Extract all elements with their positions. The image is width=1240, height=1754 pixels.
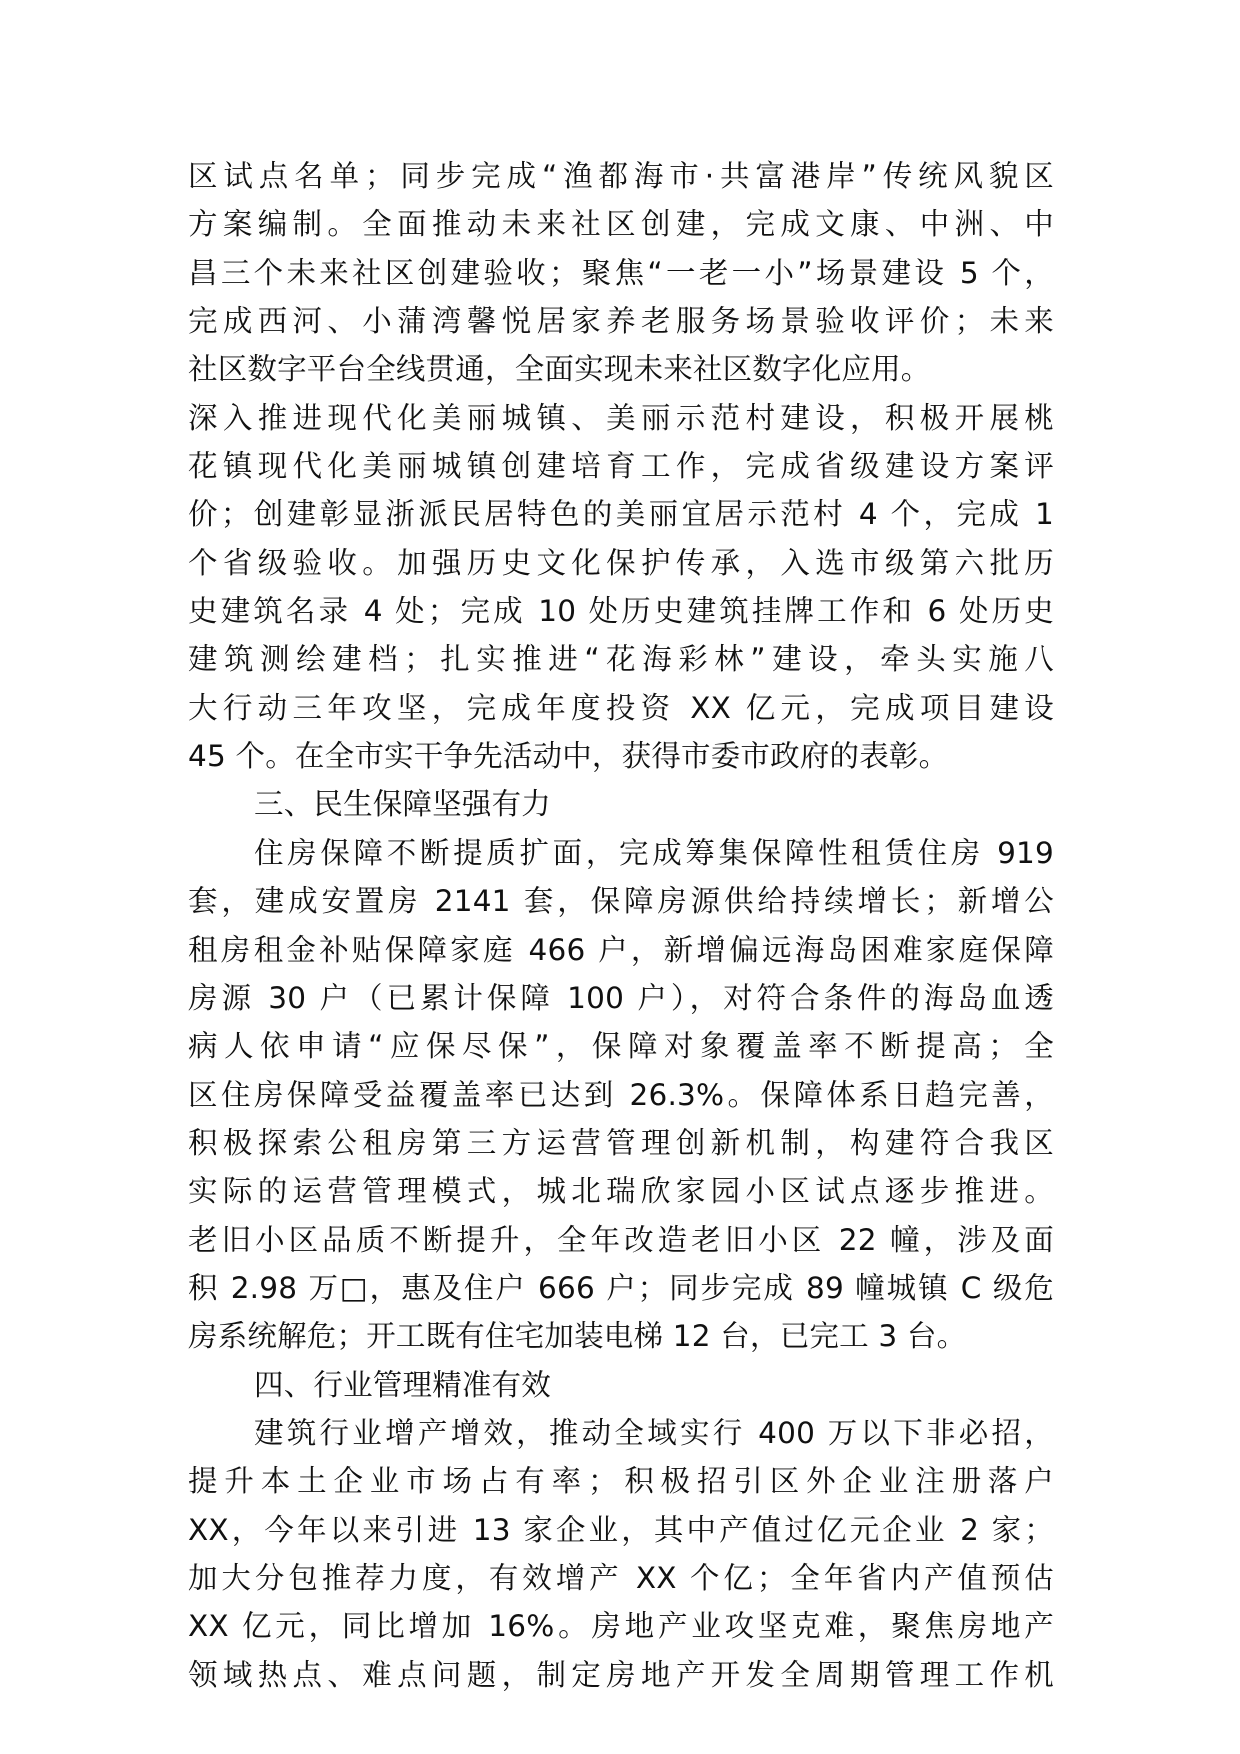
text-line: 45 个。在全市实干争先活动中，获得市委市政府的表彰。 (188, 739, 949, 774)
text-line: 租房租金补贴保障家庭 466 户，新增偏远海岛困难家庭保障 (188, 932, 1054, 967)
text-line: 深入推进现代化美丽城镇、美丽示范村建设，积极开展桃 (188, 400, 1054, 435)
text-line: 领域热点、难点问题，制定房地产开发全周期管理工作机 (188, 1657, 1054, 1692)
text-line: 价；创建彰显浙派民居特色的美丽宜居示范村 4 个，完成 1 (188, 497, 1054, 532)
text-line: 房源 30 户（已累计保障 100 户），对符合条件的海岛血透 (188, 980, 1054, 1015)
text-line: 个省级验收。加强历史文化保护传承，入选市级第六批历 (188, 545, 1054, 580)
text-line: 昌三个未来社区创建验收；聚焦“一老一小”场景建设 5 个， (188, 255, 1054, 290)
text-line: 积 2.98 万□，惠及住户 666 户；同步完成 89 幢城镇 C 级危 (188, 1270, 1054, 1305)
document-body (188, 152, 1054, 1699)
text-line: 加大分包推荐力度，有效增产 XX 个亿；全年省内产值预估 (188, 1560, 1054, 1595)
text-line: 完成西河、小蒲湾馨悦居家养老服务场景验收评价；未来 (188, 304, 1054, 339)
text-line: 花镇现代化美丽城镇创建培育工作，完成省级建设方案评 (188, 449, 1054, 484)
text-line: 社区数字平台全线贯通，全面实现未来社区数字化应用。 (188, 352, 931, 387)
text-line: 套，建成安置房 2141 套，保障房源供给持续增长；新增公 (188, 884, 1054, 919)
text-line: 区试点名单；同步完成“渔都海市·共富港岸”传统风貌区 (188, 159, 1054, 193)
text-line: 提升本土企业市场占有率；积极招引区外企业注册落户 (188, 1464, 1054, 1499)
section-heading: 四、行业管理精准有效 (254, 1367, 552, 1402)
text-line: 方案编制。全面推动未来社区创建，完成文康、中洲、中 (188, 207, 1054, 242)
text-line: 实际的运营管理模式，城北瑞欣家园小区试点逐步推进。 (188, 1174, 1054, 1209)
text-line: 史建筑名录 4 处；完成 10 处历史建筑挂牌工作和 6 处历史 (188, 594, 1054, 629)
text-line: 区住房保障受益覆盖率已达到 26.3%。保障体系日趋完善， (188, 1077, 1054, 1112)
text-line: 建筑测绘建档；扎实推进“花海彩林”建设，牵头实施八 (188, 642, 1054, 677)
text-line: XX，今年以来引进 13 家企业，其中产值过亿元企业 2 家； (188, 1512, 1054, 1547)
text-line: 病人依申请“应保尽保”，保障对象覆盖率不断提高；全 (188, 1029, 1054, 1064)
text-line: 积极探索公租房第三方运营管理创新机制，构建符合我区 (188, 1125, 1054, 1160)
section-heading: 三、民生保障坚强有力 (254, 787, 552, 822)
text-line: 老旧小区品质不断提升，全年改造老旧小区 22 幢，涉及面 (188, 1222, 1054, 1257)
text-line: 大行动三年攻坚，完成年度投资 XX 亿元，完成项目建设 (188, 690, 1054, 725)
paragraph-first-line: 建筑行业增产增效，推动全域实行 400 万以下非必招， (254, 1415, 1054, 1450)
text-line: 房系统解危；开工既有住宅加装电梯 12 台，已完工 3 台。 (188, 1319, 967, 1354)
text-line: XX 亿元，同比增加 16%。房地产业攻坚克难，聚焦房地产 (188, 1609, 1054, 1644)
paragraph-first-line: 住房保障不断提质扩面，完成筹集保障性租赁住房 919 (254, 835, 1054, 870)
